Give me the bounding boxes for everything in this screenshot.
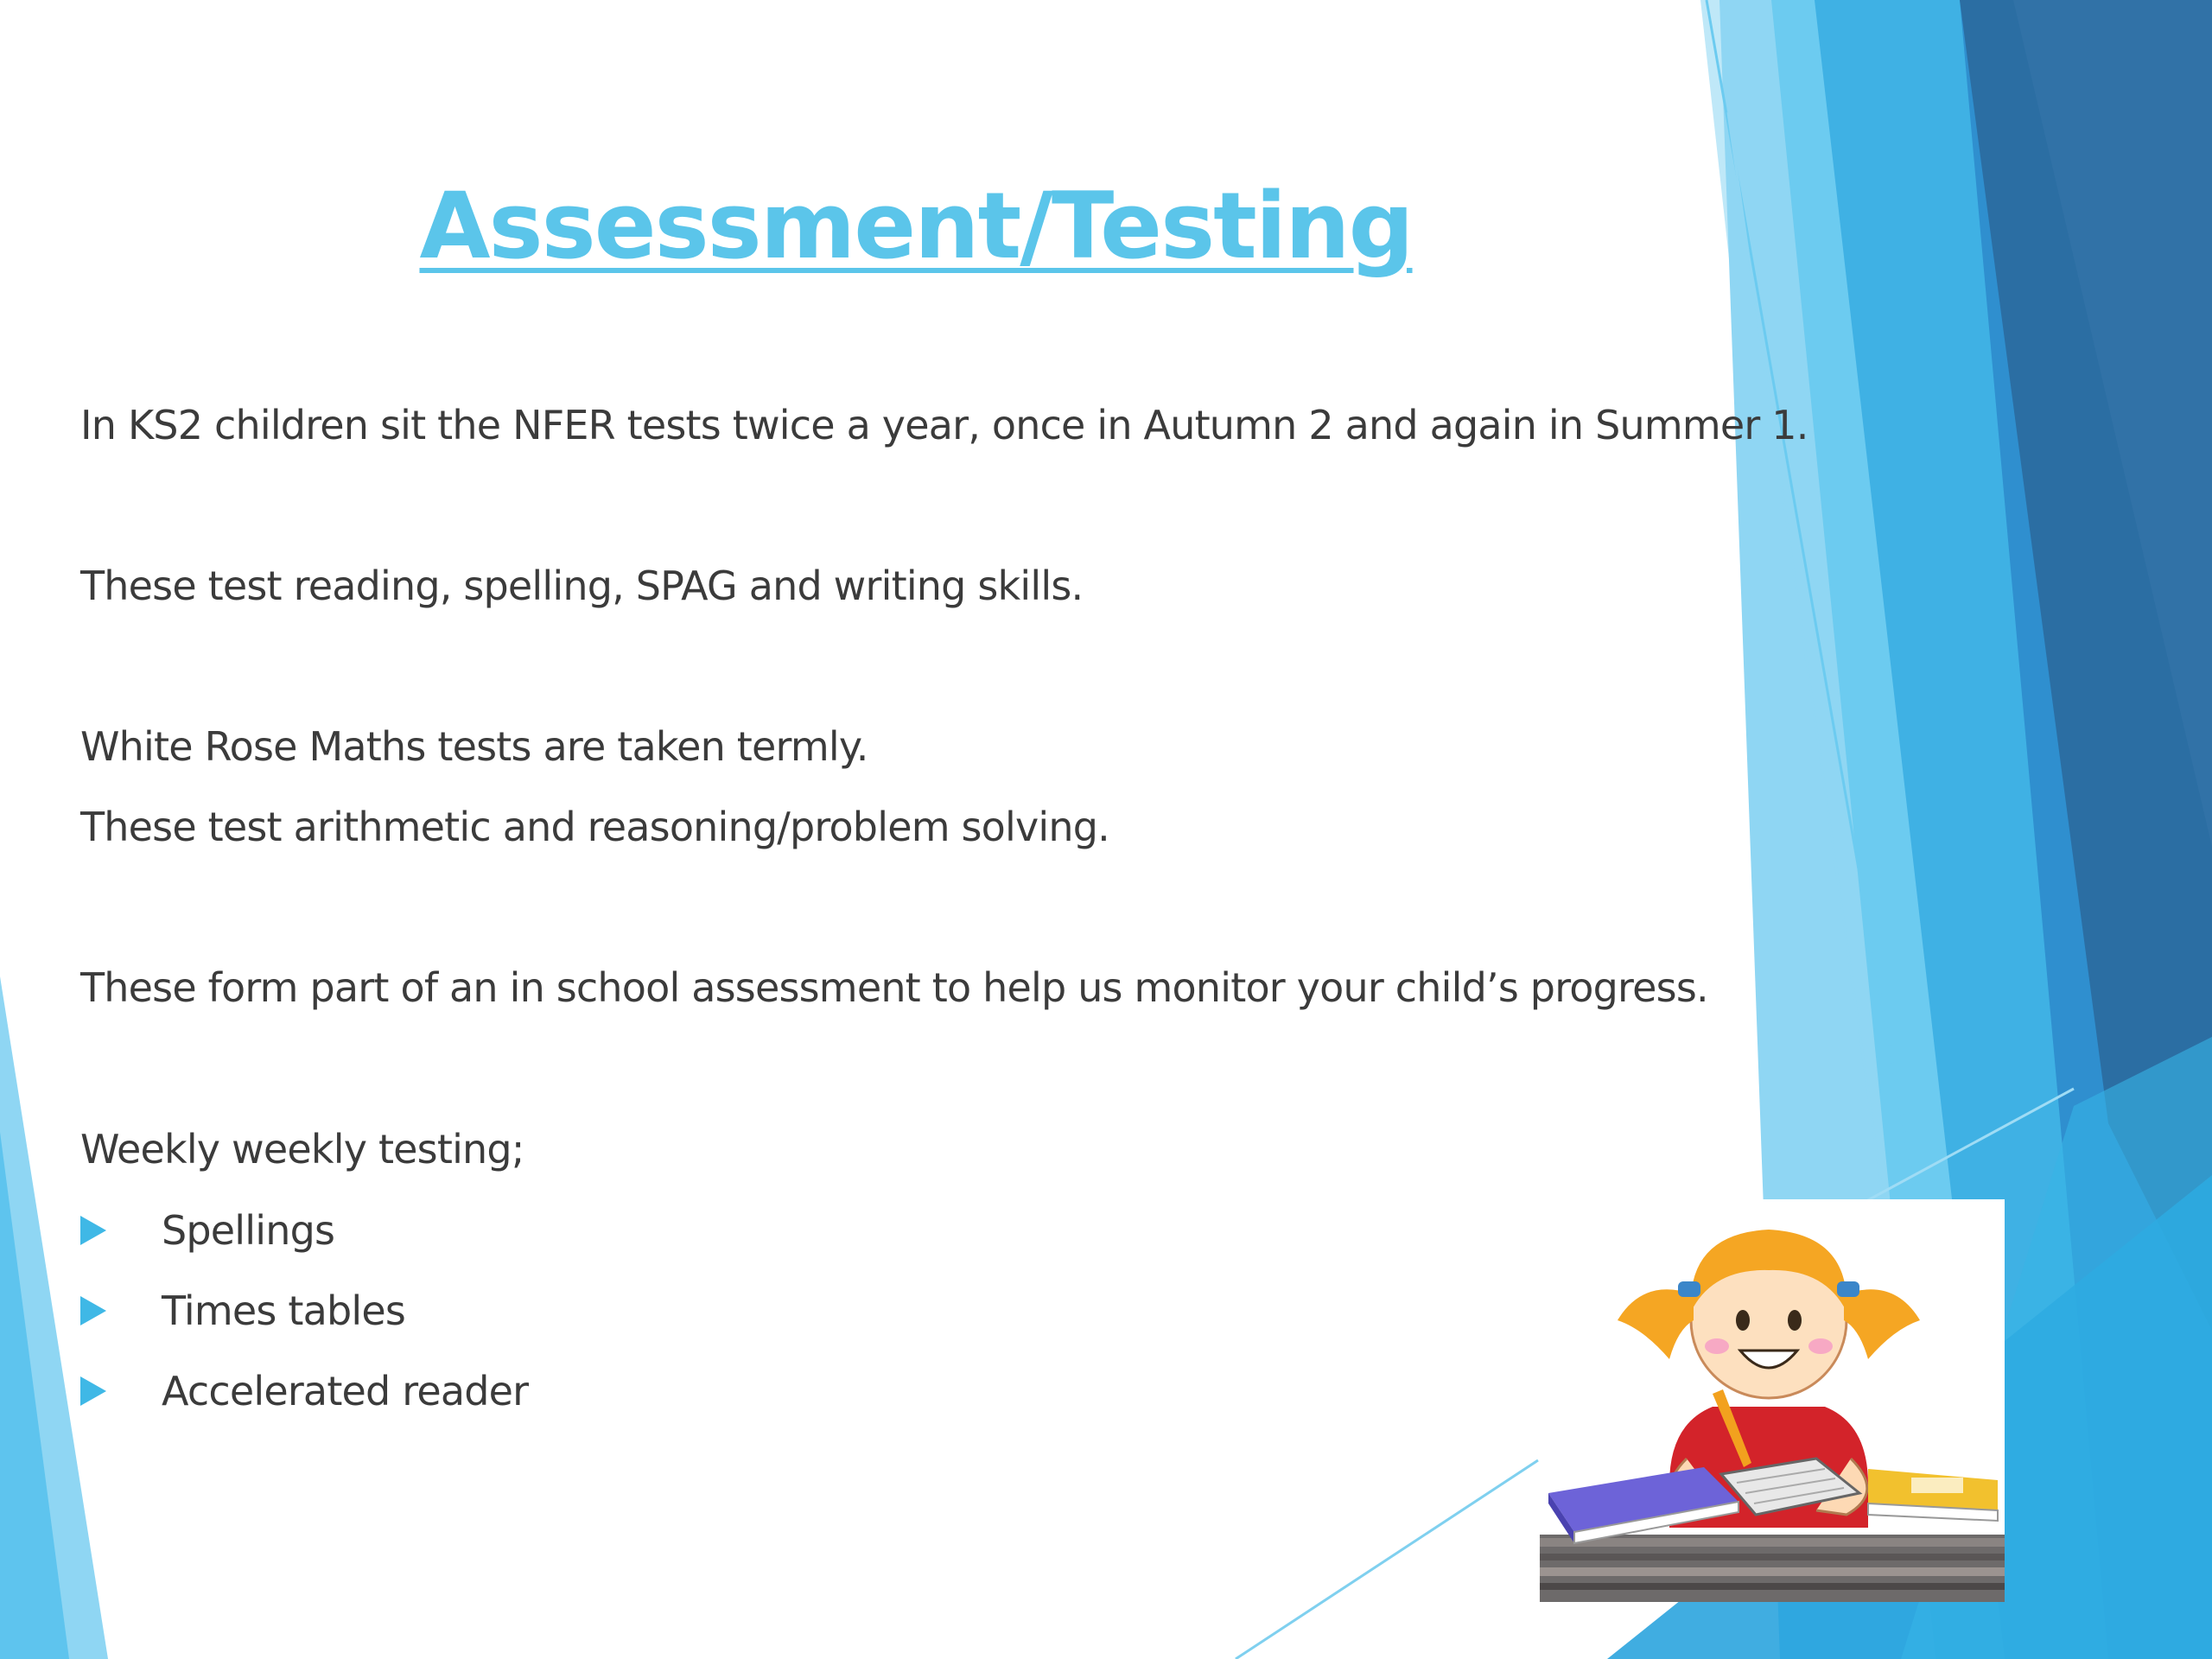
list-item <box>80 1365 528 1417</box>
paragraph-nfer-tests: In KS2 children sit the NFER tests twice a year, once in Autumn 2 and again in Summer 1. <box>80 402 1808 448</box>
paragraph-assessment: These form part of an in school assessment to help us monitor your child’s progress. <box>80 964 1708 1011</box>
paragraph-weekly: Weekly weekly testing; <box>80 1126 524 1173</box>
list-item-label: Spellings <box>162 1207 335 1254</box>
slide-title-text: Assessment/Testing <box>419 173 1413 279</box>
triangle-bullet-icon <box>80 1376 106 1406</box>
triangle-bullet-icon <box>80 1216 106 1245</box>
list-item-label: Accelerated reader <box>162 1368 529 1414</box>
girl-studying-icon <box>1540 1199 2005 1602</box>
list-item <box>80 1285 405 1337</box>
paragraph-arithmetic: These test arithmetic and reasoning/problem solving. <box>80 804 1109 850</box>
list-item-label: Times tables <box>162 1287 406 1334</box>
triangle-bullet-icon <box>80 1296 106 1325</box>
paragraph-test-skills: These test reading, spelling, SPAG and writing skills. <box>80 563 1084 609</box>
girl-studying-drawing <box>1540 1199 2005 1602</box>
paragraph-white-rose: White Rose Maths tests are taken termly. <box>80 723 868 770</box>
list-item <box>80 1205 334 1256</box>
bg-line-3 <box>1236 1460 1538 1659</box>
slide-title <box>0 166 1832 287</box>
